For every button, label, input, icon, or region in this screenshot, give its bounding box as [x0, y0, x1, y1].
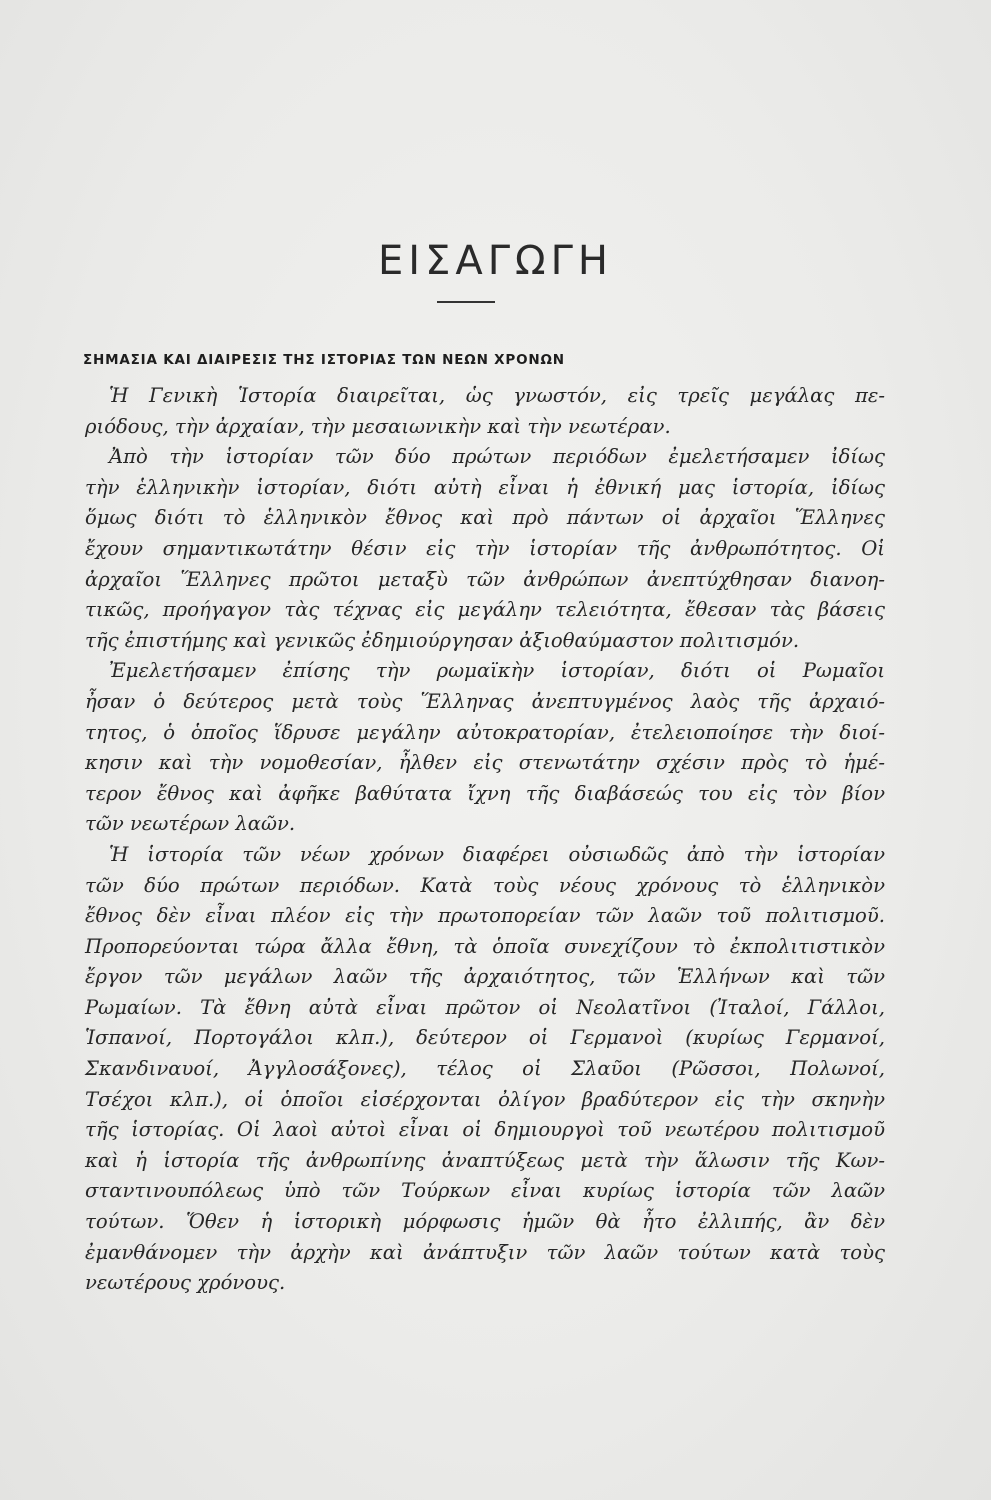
text-line: τῶν νεωτέρων λαῶν.	[85, 812, 296, 836]
text-line: τῆς ἱστορίας. Οἱ λαοὶ αὐτοὶ εἶναι οἱ δημιουργοὶ τοῦ νεωτέρου πολιτισμοῦ	[85, 1118, 885, 1142]
text-line: κησιν καὶ τὴν νομοθεσίαν, ἦλθεν εἰς στενωτάτην σχέσιν πρὸς τὸ ἡμέ-	[85, 751, 885, 775]
text-line: σταντινουπόλεως ὑπὸ τῶν Τούρκων εἶναι κυρίως ἱστορία τῶν λαῶν	[85, 1179, 885, 1203]
page-title: ΕΙΣΑΓΩΓΗ	[378, 238, 613, 284]
text-line: καὶ ἡ ἱστορία τῆς ἀνθρωπίνης ἀναπτύξεως μετὰ τὴν ἅλωσιν τῆς Κων-	[85, 1148, 885, 1172]
section-heading: ΣΗΜΑΣΙΑ ΚΑΙ ΔΙΑΙΡΕΣΙΣ ΤΗΣ ΙΣΤΟΡΙΑΣ ΤΩΝ ΝΕΩΝ ΧΡΟΝΩΝ	[83, 352, 565, 368]
text-line: Ἡ Γενικὴ Ἱστορία διαιρεῖται, ὡς γνωστόν, εἰς τρεῖς μεγάλας πε-	[109, 384, 885, 407]
text-line: Ἡ ἱστορία τῶν νέων χρόνων διαφέρει οὐσιωδῶς ἀπὸ τὴν ἱστορίαν	[109, 842, 885, 866]
text-line: Ἀπὸ τὴν ἱστορίαν τῶν δύο πρώτων περιόδων ἐμελετήσαμεν ἰδίως	[109, 445, 885, 469]
text-line: Ἐμελετήσαμεν ἐπίσης τὴν ρωμαϊκὴν ἱστορίαν, διότι οἱ Ρωμαῖοι	[109, 659, 885, 683]
paragraph	[85, 381, 885, 442]
text-line: Ἱσπανοί, Πορτογάλοι κλπ.), δεύτερον οἱ Γερμανοὶ (κυρίως Γερμανοί,	[85, 1026, 885, 1050]
text-line: τούτων. Ὅθεν ἡ ἱστορικὴ μόρφωσις ἡμῶν θὰ ἦτο ἐλλιπής, ἂν δὲν	[85, 1210, 885, 1234]
title-divider	[437, 301, 495, 303]
text-line: τὴν ἑλληνικὴν ἱστορίαν, διότι αὐτὴ εἶναι ἡ ἐθνική μας ἱστορία, ἰδίως	[85, 475, 885, 499]
text-line: ἔχουν σημαντικωτάτην θέσιν εἰς τὴν ἱστορίαν τῆς ἀνθρωπότητος. Οἱ	[85, 536, 885, 560]
text-line: ἔθνος δὲν εἶναι πλέον εἰς τὴν πρωτοπορείαν τῶν λαῶν τοῦ πολιτισμοῦ.	[85, 904, 885, 928]
text-line: Σκανδιναυοί, Ἀγγλοσάξονες), τέλος οἱ Σλαῦοι (Ρῶσσοι, Πολωνοί,	[85, 1057, 885, 1081]
paragraph	[85, 442, 885, 656]
text-line: τῆς ἐπιστήμης καὶ γενικῶς ἐδημιούργησαν ἀξιοθαύμαστον πολιτισμόν.	[85, 628, 800, 652]
text-line: ἔργον τῶν μεγάλων λαῶν τῆς ἀρχαιότητος, τῶν Ἑλλήνων καὶ τῶν	[85, 965, 885, 989]
paragraph	[85, 656, 885, 840]
text-line: ἦσαν ὁ δεύτερος μετὰ τοὺς Ἕλληνας ἀνεπτυγμένος λαὸς τῆς ἀρχαιό-	[85, 689, 885, 713]
text-line: ἀρχαῖοι Ἕλληνες πρῶτοι μεταξὺ τῶν ἀνθρώπων ἀνεπτύχθησαν διανοη-	[85, 567, 885, 591]
text-line: Προπορεύονται τώρα ἄλλα ἔθνη, τὰ ὁποῖα συνεχίζουν τὸ ἐκπολιτιστικὸν	[85, 934, 885, 958]
text-line: νεωτέρους χρόνους.	[85, 1271, 286, 1295]
text-line: τῶν δύο πρώτων περιόδων. Κατὰ τοὺς νέους χρόνους τὸ ἑλληνικὸν	[85, 873, 885, 897]
text-line: τικῶς, προήγαγον τὰς τέχνας εἰς μεγάλην τελειότητα, ἔθεσαν τὰς βάσεις	[85, 598, 885, 622]
paragraph	[85, 840, 885, 1299]
text-line: ὅμως διότι τὸ ἑλληνικὸν ἔθνος καὶ πρὸ πάντων οἱ ἀρχαῖοι Ἕλληνες	[85, 506, 885, 530]
text-line: ριόδους, τὴν ἀρχαίαν, τὴν μεσαιωνικὴν καὶ τὴν νεωτέραν.	[85, 414, 671, 438]
text-line: Ρωμαίων. Τὰ ἔθνη αὐτὰ εἶναι πρῶτον οἱ Νεολατῖνοι (Ἰταλοί, Γάλλοι,	[85, 995, 885, 1019]
body-text	[85, 381, 885, 1299]
text-line: τητος, ὁ ὁποῖος ἵδρυσε μεγάλην αὐτοκρατορίαν, ἐτελειοποίησε τὴν διοί-	[85, 720, 885, 744]
text-line: Τσέχοι κλπ.), οἱ ὁποῖοι εἰσέρχονται ὀλίγον βραδύτερον εἰς τὴν σκηνὴν	[85, 1087, 885, 1111]
text-line: ἐμανθάνομεν τὴν ἀρχὴν καὶ ἀνάπτυξιν τῶν λαῶν τούτων κατὰ τοὺς	[85, 1240, 885, 1264]
text-line: τερον ἔθνος καὶ ἀφῆκε βαθύτατα ἴχνη τῆς διαβάσεώς του εἰς τὸν βίον	[85, 781, 885, 805]
